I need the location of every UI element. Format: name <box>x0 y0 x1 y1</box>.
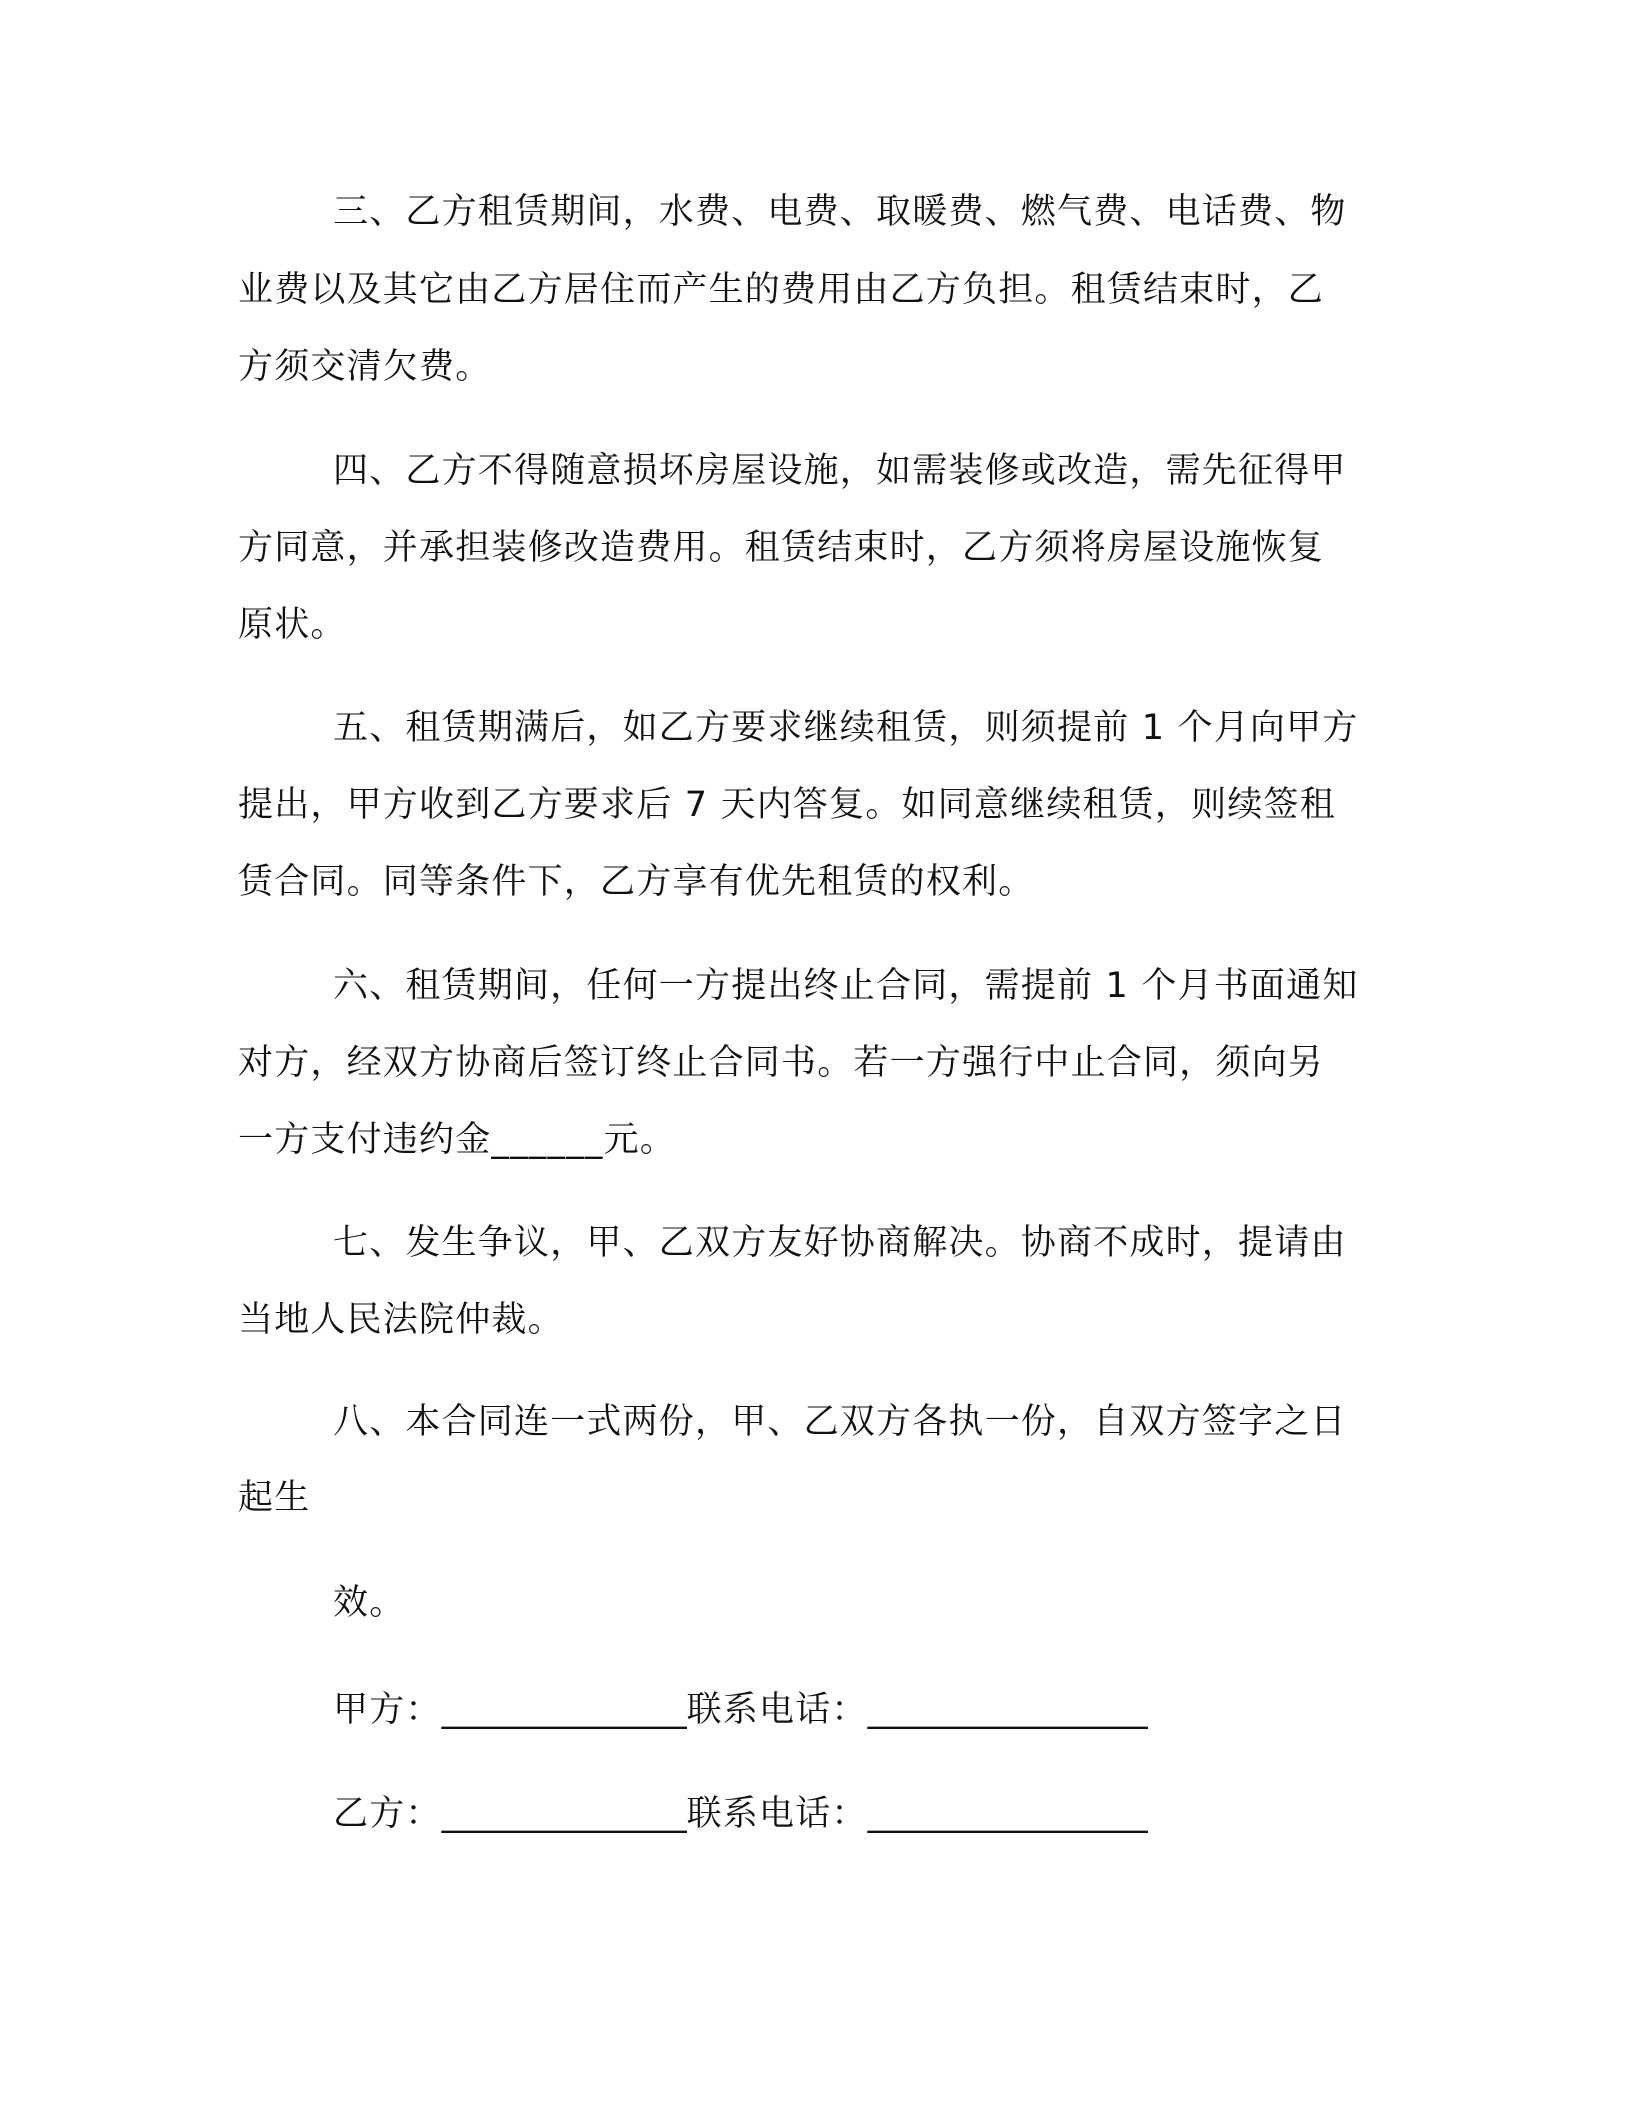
clause-three-line-3: 方须交清欠费。 <box>238 347 492 387</box>
clause-four-line-1: 四、乙方不得随意损坏房屋设施，如需装修或改造，需先征得甲 <box>333 451 1347 491</box>
signature-row-party-b <box>333 1792 1148 1836</box>
party-a-label: 甲方： <box>333 1690 442 1730</box>
party-b-blank[interactable]: ______________ <box>441 1794 687 1834</box>
clause-six-line-2: 对方，经双方协商后签订终止合同书。若一方强行中止合同，须向另 <box>238 1043 1325 1083</box>
party-b-phone-label: 联系电话： <box>686 1794 868 1834</box>
clause-three-line-2: 业费以及其它由乙方居住而产生的费用由乙方负担。租赁结束时，乙 <box>238 270 1325 310</box>
clause-six-line-3: 一方支付违约金______元。 <box>238 1120 677 1160</box>
clause-eight-line-3: 效。 <box>333 1583 406 1623</box>
clause-four-line-2: 方同意，并承担装修改造费用。租赁结束时，乙方须将房屋设施恢复 <box>238 528 1325 568</box>
clause-seven-line-1: 七、发生争议，甲、乙双方友好协商解决。协商不成时，提请由 <box>333 1223 1347 1263</box>
clause-three-line-1: 三、乙方租赁期间，水费、电费、取暖费、燃气费、电话费、物 <box>333 192 1347 232</box>
signature-row-party-a <box>333 1688 1148 1732</box>
party-b-label: 乙方： <box>333 1794 442 1834</box>
clause-eight-line-2: 起生 <box>238 1478 311 1518</box>
clause-five-line-3: 赁合同。同等条件下，乙方享有优先租赁的权利。 <box>238 862 1035 902</box>
party-a-phone-blank[interactable]: ________________ <box>867 1690 1148 1730</box>
clause-four-line-3: 原状。 <box>238 605 347 645</box>
party-b-phone-blank[interactable]: ________________ <box>867 1794 1148 1834</box>
party-a-blank[interactable]: ______________ <box>441 1690 687 1730</box>
clause-eight-line-1: 八、本合同连一式两份，甲、乙双方各执一份，自双方签字之日 <box>333 1402 1347 1442</box>
clause-five-line-2: 提出，甲方收到乙方要求后 7 天内答复。如同意继续租赁，则续签租 <box>238 785 1336 825</box>
clause-seven-line-2: 当地人民法院仲裁。 <box>238 1300 564 1340</box>
clause-five-line-1: 五、租赁期满后，如乙方要求继续租赁，则须提前 1 个月向甲方 <box>333 708 1359 748</box>
party-a-phone-label: 联系电话： <box>686 1690 868 1730</box>
clause-six-line-1: 六、租赁期间，任何一方提出终止合同，需提前 1 个月书面通知 <box>333 966 1359 1006</box>
